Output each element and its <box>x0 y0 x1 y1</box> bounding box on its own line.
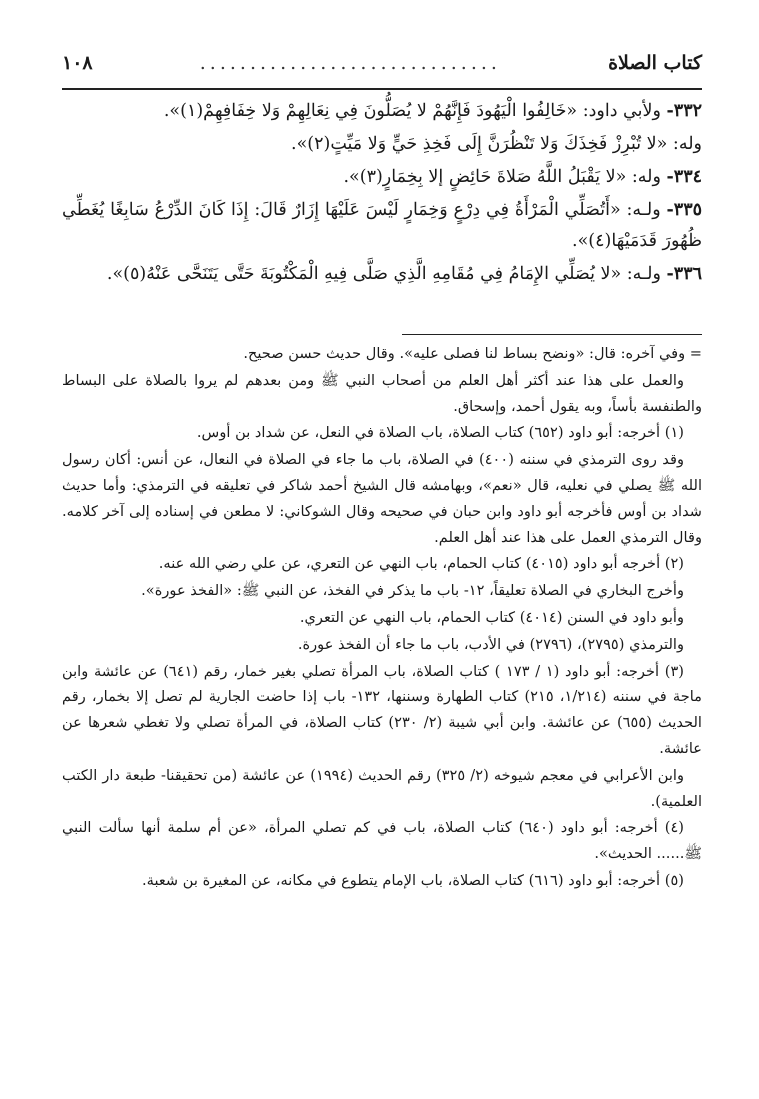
footnote-paragraph: والعمل على هذا عند أكثر أهل العلم من أصحاب النبي ﷺ ومن بعدهم لم يروا بالصلاة على البساط والطنفسة بأساً، وبه يقول أحمد، وإسحاق. <box>62 371 702 415</box>
book-page <box>62 52 702 895</box>
hadith-335 <box>62 195 702 257</box>
footnote-1: (١) أخرجه: أبو داود (٦٥٢) كتاب الصلاة، باب الصلاة في النعل، عن شداد بن أوس. <box>196 424 684 442</box>
footnotes <box>62 341 702 894</box>
footnote-paragraph: والترمذي (٢٧٩٥)، (٢٧٩٦) في الأدب، باب ما جاء أن الفخذ عورة. <box>297 635 684 653</box>
footnote-2: (٢) أخرجه أبو داود (٤٠١٥) كتاب الحمام، باب النهي عن التعري، عن علي رضي الله عنه. <box>158 555 684 573</box>
header-leader-dots: .............................. <box>199 52 501 74</box>
footnote-paragraph: وأخرج البخاري في الصلاة تعليقاً، ١٢- باب ما يذكر في الفخذ، عن النبي ﷺ: «الفخذ عورة». <box>141 582 684 600</box>
hadith-number: ٣٣٤- <box>666 167 702 187</box>
hadith-text <box>62 96 702 290</box>
hadith-332 <box>62 96 702 127</box>
footnote-separator <box>402 334 702 335</box>
page-number: ١٠٨ <box>62 52 93 74</box>
hadith-body: وله: «لا تُبْرِزْ فَخِذَكَ وَلا تَنْظُرَنَّ إِلَى فَخِذِ حَيٍّ وَلا مَيِّتٍ(٢)». <box>291 134 702 154</box>
chapter-title: كتاب الصلاة <box>608 52 702 74</box>
footnote-paragraph: وأبو داود في السنن (٤٠١٤) كتاب الحمام، باب النهي عن التعري. <box>299 608 684 626</box>
footnote-paragraph: = وفي آخره: قال: «ونضح بساط لنا فصلى عليه». وقال حديث حسن صحيح. <box>243 345 702 362</box>
hadith-body: ولـه: «لا يُصَلِّي الإِمَامُ فِي مُقَامِهِ الَّذِي صَلَّى فِيهِ الْمَكْتُوبَةَ حَتَّى يَتَنَحَّى عَنْهُ(٥)». <box>106 264 661 284</box>
footnote-3: (٣) أخرجه: أبو داود (١ / ١٧٣ ) كتاب الصلاة، باب المرأة تصلي بغير خمار، رقم (٦٤١) عن عائشة وابن ماجة في سننه (١/٢١٤، ٢١٥) كتاب الطهارة وسننها، ١٣٢- باب إذا حاضت الجارية لم تصل إلا بخمار، رقم الحديث (٦٥٥) عن عائشة. وابن أبي شيبة (٢/ ٢٣٠) كتاب الصلاة، في المرأة تصلي ولا تغطي شعرها عن عائشة. <box>62 662 702 757</box>
page-header <box>62 52 702 90</box>
hadith-332-b <box>62 129 702 160</box>
footnote-4: (٤) أخرجه: أبو داود (٦٤٠) كتاب الصلاة، باب في كم تصلي المرأة، «عن أم سلمة أنها سألت النبي ﷺ...... الحديث». <box>62 819 702 863</box>
hadith-number: ٣٣٦- <box>666 264 702 284</box>
footnote-5: (٥) أخرجه: أبو داود (٦١٦) كتاب الصلاة، باب الإمام يتطوع في مكانه، عن المغيرة بن شعبة. <box>141 871 684 889</box>
footnote-paragraph: وقد روى الترمذي في سننه (٤٠٠) في الصلاة، باب ما جاء في الصلاة في النعال، عن أنس: أكان رسول الله ﷺ يصلي في نعليه، قال «نعم»، وبهامشه قال الشيخ أحمد شاكر في تعليقه في الترمذي: وأما حديث شداد بن أوس فأخرجه أبو داود وابن حبان في صحيحه وقال الشوكاني: لا مطعن في إسناده إلى آخر كلامه. وقال الترمذي العمل على هذا عند أهل العلم. <box>62 451 702 546</box>
hadith-number: ٣٣٥- <box>666 200 702 220</box>
hadith-body: ولـه: «أَتُصَلِّي الْمَرْأَةُ فِي دِرْعٍ وَخِمَارٍ لَيْسَ عَلَيْهَا إِزَارٌ قَالَ: إِذَا كَانَ الدِّرْعُ سَابِغًا يُغَطِّي ظُهُورَ قَدَمَيْهَا(٤)». <box>62 200 702 251</box>
hadith-336 <box>62 259 702 290</box>
hadith-body: وله: «لا يَقْبَلُ اللَّهُ صَلاةَ حَائِضٍ إلا بِخِمَارٍ(٣)». <box>343 167 661 187</box>
footnote-paragraph: وابن الأعرابي في معجم شيوخه (٢/ ٣٢٥) رقم الحديث (١٩٩٤) عن عائشة (من تحقيقنا- طبعة دار الكتب العلمية). <box>62 766 702 810</box>
hadith-body: ولأبي داود: «خَالِفُوا الْيَهُودَ فَإِنَّهُمْ لا يُصَلُّونَ فِي نِعَالِهِمْ وَلا خِفَافِهِمْ(١)». <box>163 101 661 121</box>
hadith-number: ٣٣٢- <box>666 101 702 121</box>
hadith-334 <box>62 162 702 193</box>
